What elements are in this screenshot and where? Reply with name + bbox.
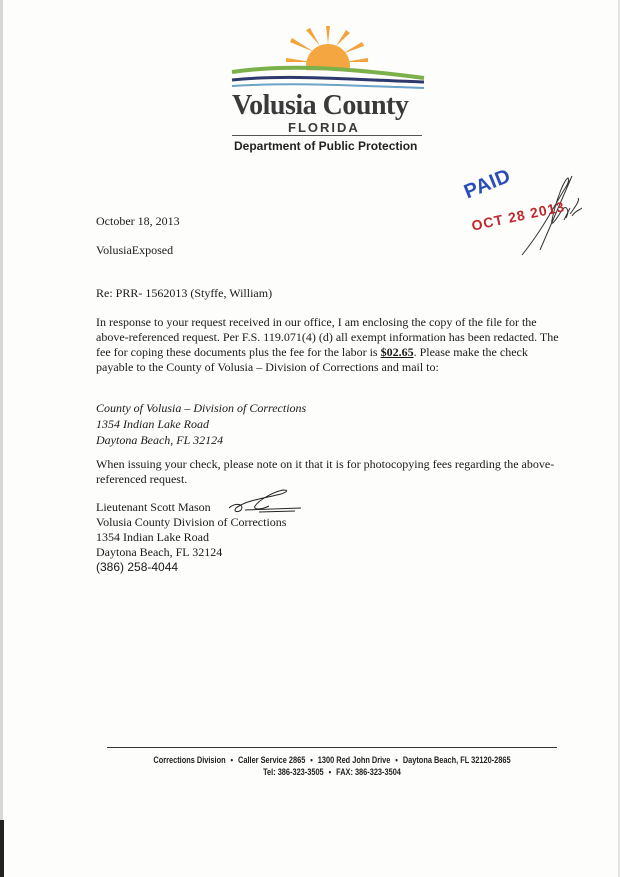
paid-stamp: PAID xyxy=(461,164,515,204)
signer-name: Lieutenant Scott Mason xyxy=(96,500,211,514)
footer-fax: FAX: 386-323-3504 xyxy=(336,767,401,777)
fee-amount: $02.65 xyxy=(380,345,414,359)
body-paragraph-1 xyxy=(96,315,566,375)
body-paragraph-1-lead: In response to your request received in our office, I am enclosing the copy of the file for the above-referenced request. Per F.S. 119.071(4) (d) all exempt information has been redacted. The fee for coping these documents plus the fee for the labor is xyxy=(96,315,559,359)
recipient-name: VolusiaExposed xyxy=(96,243,174,257)
signer-organization: Volusia County Division of Corrections xyxy=(96,515,287,529)
footer-tel: Tel: 386-323-3505 xyxy=(263,767,324,777)
mailing-address-line: County of Volusia – Division of Corrections xyxy=(96,401,307,415)
handwritten-signature xyxy=(225,484,305,516)
department-name: Department of Public Protection xyxy=(234,139,418,153)
mailing-address-line: 1354 Indian Lake Road xyxy=(96,417,209,431)
body-paragraph-2: When issuing your check, please note on it that it is for photocopying fees regarding the above-referenced request. xyxy=(96,457,555,486)
mailing-address xyxy=(96,400,306,448)
org-name: Volusia County xyxy=(232,90,409,121)
footer-city: Daytona Beach, FL 32120-2865 xyxy=(402,755,511,765)
letter-date: October 18, 2013 xyxy=(96,214,180,228)
county-sun-logo xyxy=(228,24,428,94)
org-state: FLORIDA xyxy=(288,120,360,135)
body-paragraph-1-tail: . Please make the check payable to the County of Volusia – Division of Corrections and mail to: xyxy=(96,345,528,374)
footer-street: 1300 Red John Drive xyxy=(317,755,391,765)
footer-address-line xyxy=(148,755,517,765)
mailing-address-line: Daytona Beach, FL 32124 xyxy=(96,433,224,447)
footer-separator: • xyxy=(230,755,234,765)
footer-service: Caller Service 2865 xyxy=(238,755,306,765)
reference-line: Re: PRR- 1562013 (Styffe, William) xyxy=(96,286,273,300)
footer-contact-line xyxy=(148,767,517,777)
footer-divider xyxy=(107,747,557,748)
page-edge-left xyxy=(0,0,3,877)
footer-separator: • xyxy=(310,755,313,765)
signer-street: 1354 Indian Lake Road xyxy=(96,530,209,544)
page-edge-shadow xyxy=(0,820,4,877)
paid-stamp-date: OCT 28 2013 xyxy=(470,198,567,234)
letterhead-divider xyxy=(232,135,422,136)
signer-phone: (386) 258-4044 xyxy=(96,560,179,574)
signer-city: Daytona Beach, FL 32124 xyxy=(96,545,223,559)
footer-division: Corrections Division xyxy=(153,755,226,765)
footer-separator: • xyxy=(328,767,332,777)
footer-separator: • xyxy=(395,755,398,765)
